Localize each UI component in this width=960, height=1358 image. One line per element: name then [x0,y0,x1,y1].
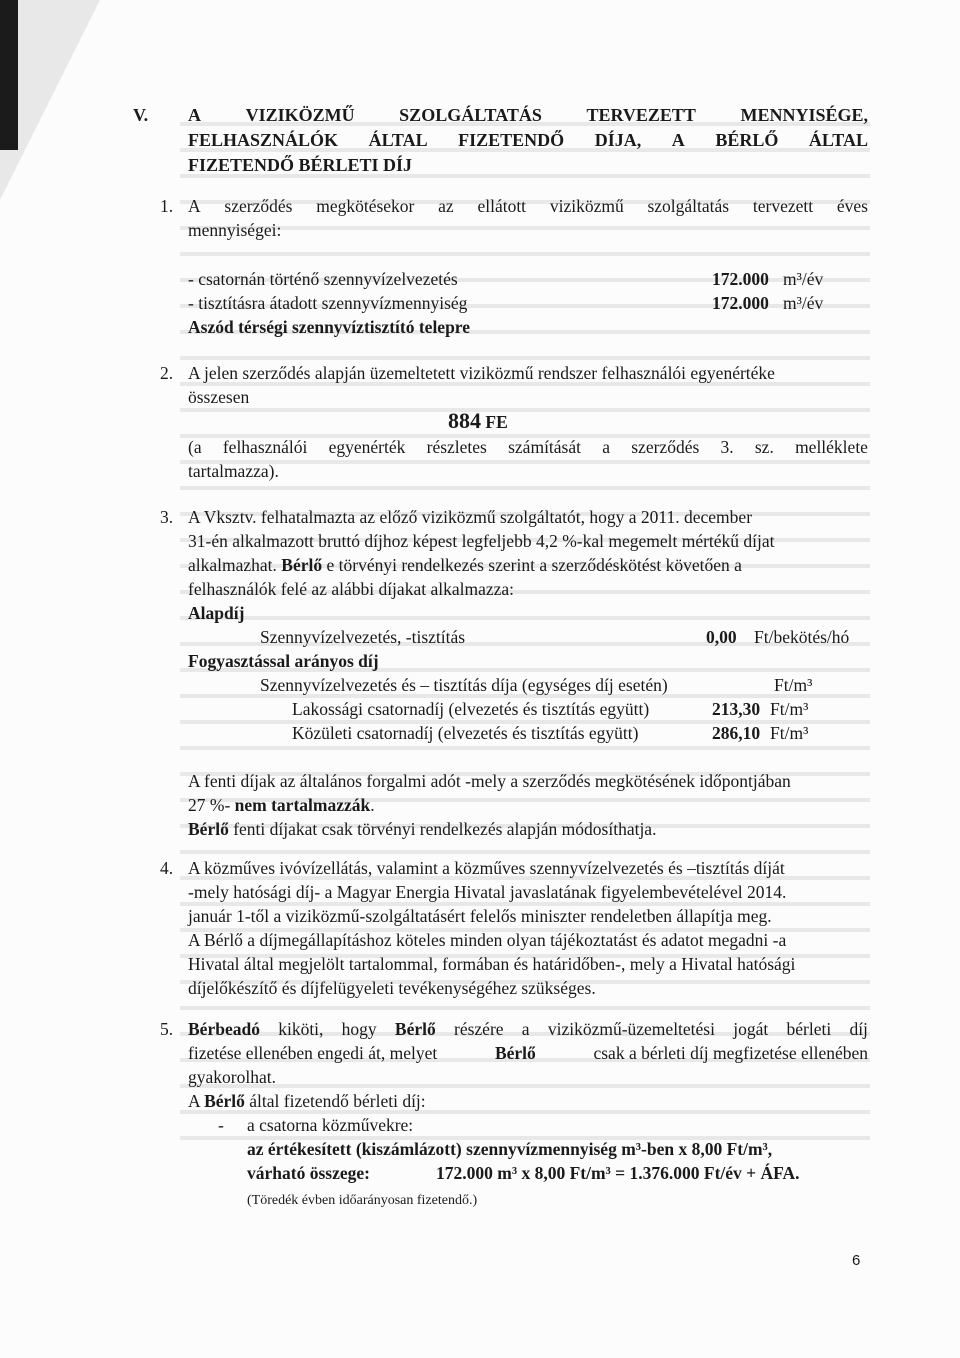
public-fee-label: Közületi csatornadíj (elvezetés és tisztítás együtt) [292,723,639,743]
page-number: 6 [852,1252,861,1269]
heading-line-1: A VIZIKÖZMŰ SZOLGÁLTATÁS TERVEZETT MENNYISÉGE, [188,105,868,125]
item-3-line-1: A Vksztv. felhatalmazta az előző viziközmű szolgáltatót, hogy a 2011. december [188,507,753,527]
item-4-line-3: január 1-től a viziközmű-szolgáltatásért felelős miniszter rendeletben állapítja meg. [188,906,772,926]
item-5-line-2: fizetése ellenében engedi át, melyet Bérlő csak a bérleti díj megfizetése ellenében [188,1043,868,1063]
row-sewage-unit: m³/év [783,269,824,289]
item-4-line-5: Hivatal által megjelölt tartalommal, formában és határidőben-, mely a Hivatal hatósági [188,954,796,974]
public-fee-unit: Ft/m³ [770,723,809,743]
item-3-line-2: 31-én alkalmazott bruttó díjhoz képest legfeljebb 4,2 %-kal megemelt mértékű díjat [188,531,775,551]
fee-calculation-label: várható összege: [247,1163,370,1183]
row-treatment-unit: m³/év [783,293,824,313]
residential-fee-unit: Ft/m³ [770,699,809,719]
item-5-line-3: gyakorolhat. [188,1067,276,1087]
bullet-text: a csatorna közművekre: [247,1115,414,1135]
base-fee-label: Szennyvízelvezetés, -tisztítás [260,627,466,647]
row-treatment-value: 172.000 [712,293,769,313]
vat-line-1: A fenti díjak az általános forgalmi adót -mely a szerződés megkötésének időpontjában [188,771,791,791]
item-2-line-4: tartalmazza). [188,461,279,481]
fe-value: 884 [448,408,481,433]
treatment-plant: Aszód térségi szennyvíztisztító telepre [188,317,471,337]
usage-fee-label: Szennyvízelvezetés és – tisztítás díja (egységes díj esetén) [260,675,668,695]
item-4-line-1: A közműves ivóvízellátás, valamint a közműves szennyvízelvezetés és –tisztítás díját [188,858,785,878]
usage-fee-unit: Ft/m³ [774,675,813,695]
item-2-line-3: (a felhasználói egyenérték részletes számítását a szerződés 3. sz. melléklete [188,437,868,457]
public-fee-value: 286,10 [712,723,761,743]
item-3-line-4: felhasználók felé az alábbi díjakat alkalmazza: [188,579,514,599]
fee-note: (Töredék évben időarányosan fizetendő.) [247,1193,478,1208]
heading-line-3: FIZETENDŐ BÉRLETI DÍJ [188,155,413,175]
residential-fee-value: 213,30 [712,699,761,719]
item-2-line-2: összesen [188,387,250,407]
row-sewage-label: - csatornán történő szennyvízelvezetés [188,269,458,289]
usage-fee-title: Fogyasztással arányos díj [188,651,379,671]
fee-calculation-value: 172.000 m³ x 8,00 Ft/m³ = 1.376.000 Ft/év + ÁFA. [436,1163,800,1183]
item-4-line-6: díjelőkészítő és díjfelügyeleti tevékenységéhez szükséges. [188,978,596,998]
item-1-line-2: mennyiségei: [188,220,282,240]
item-1-line-1: A szerződés megkötésekor az ellátott viziközmű szolgáltatás tervezett éves [188,196,868,216]
bullet-dash: - [218,1115,224,1135]
item-number: 3. [160,507,174,527]
heading-number: V. [133,105,149,125]
item-2-line-1: A jelen szerződés alapján üzemeltetett viziközmű rendszer felhasználói egyenértéke [188,363,775,383]
item-4-line-2: -mely hatósági díj- a Magyar Energia Hivatal javaslatának figyelembevételével 2014. [188,882,787,902]
fe-unit: FE [485,412,508,432]
row-sewage-value: 172.000 [712,269,769,289]
page-edge-shadow [0,0,18,150]
item-number: 2. [160,363,174,383]
item-number: 5. [160,1019,174,1039]
base-fee-title: Alapdíj [188,603,245,623]
item-3-line-3: alkalmazhat. Bérlő e törvényi rendelkezés szerint a szerződéskötést követően a [188,555,742,575]
base-fee-unit: Ft/bekötés/hó [754,627,850,647]
fe-total [448,410,508,433]
item-5-line-4: A Bérlő által fizetendő bérleti díj: [188,1091,426,1111]
modification-line: Bérlő fenti díjakat csak törvényi rendelkezés alapján módosíthatja. [188,819,657,839]
item-4-line-4: A Bérlő a díjmegállapításhoz köteles minden olyan tájékoztatást és adatot megadni -a [188,930,787,950]
residential-fee-label: Lakossági csatornadíj (elvezetés és tisztítás együtt) [292,699,650,719]
item-number: 1. [160,196,174,216]
heading-line-2: FELHASZNÁLÓK ÁLTAL FIZETENDŐ DÍJA, A BÉRLŐ ÁLTAL [188,130,868,150]
vat-line-2: 27 %- nem tartalmazzák. [188,795,375,815]
item-5-line-1: Bérbeadó kiköti, hogy Bérlő részére a viziközmű-üzemeltetési jogát bérleti díj [188,1019,868,1039]
row-treatment-label: - tisztításra átadott szennyvízmennyiség [188,293,468,313]
item-number: 4. [160,858,174,878]
fee-calculation-line-1: az értékesített (kiszámlázott) szennyvízmennyiség m³-ben x 8,00 Ft/m³, [247,1139,773,1159]
base-fee-value: 0,00 [706,627,737,647]
